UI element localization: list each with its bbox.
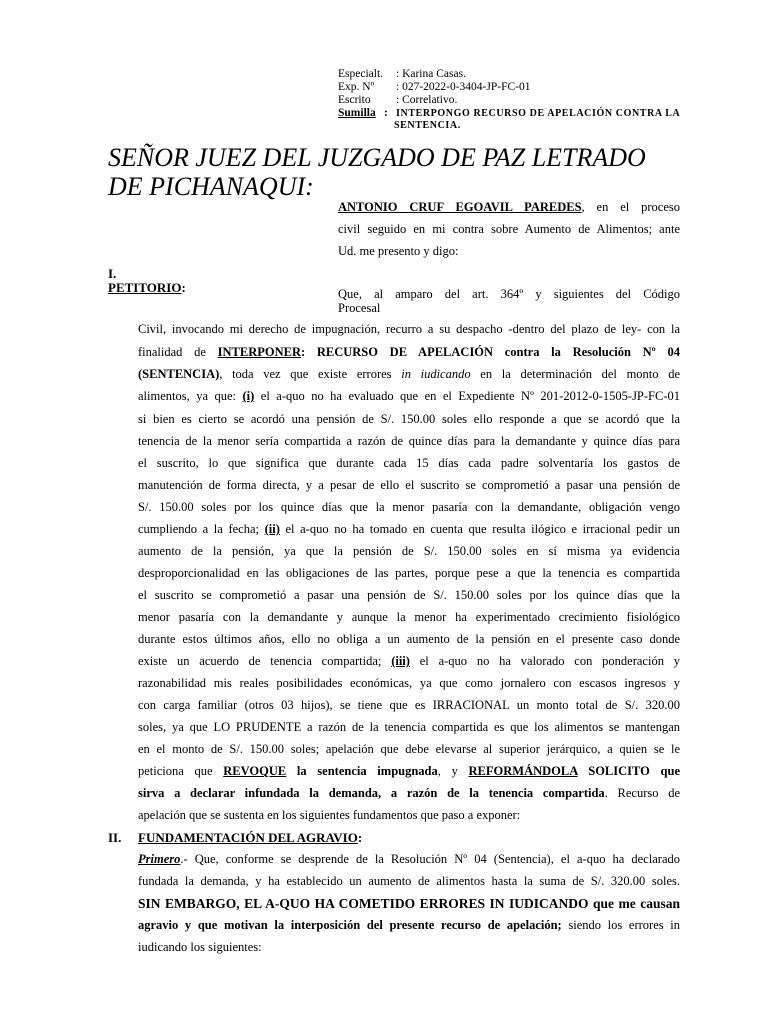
body-line-8: manutención de forma directa, y a pesar de ello el suscrito se comprometió a pasar una pensión de bbox=[138, 478, 680, 492]
escrito-label: Escrito bbox=[338, 94, 371, 106]
expediente-label: Exp. Nº bbox=[338, 81, 375, 93]
body-line-5: si bien es cierto se acordó una pensión de S/. 150.00 soles ello responde a que se acordó que la bbox=[138, 412, 680, 426]
body-text: , toda vez que existe errores bbox=[219, 367, 402, 381]
recurso-text: : RECURSO DE APELACIÓN contra la Resolución Nº 04 bbox=[300, 345, 680, 359]
item-iii-marker: (iii) bbox=[391, 654, 410, 668]
body-text: el a-quo no ha tomado en cuenta que resulta ilógico e irracional pedir un bbox=[279, 522, 680, 536]
escrito-line bbox=[338, 94, 457, 107]
expediente-value: : 027-2022-0-3404-JP-FC-01 bbox=[396, 81, 531, 93]
petitorio-right-line-2: Procesal bbox=[338, 301, 381, 315]
body-line-11: aumento de la pensión, ya que la pensión de S/. 150.00 soles en sí misma ya evidencia bbox=[138, 544, 680, 558]
body-text: alimentos, ya que: bbox=[138, 389, 243, 403]
body-text: en la determinación del monto de bbox=[470, 367, 681, 381]
item-i-marker: (i) bbox=[242, 389, 255, 403]
section-2-colon: : bbox=[357, 830, 363, 845]
body-text: el a-quo no ha evaluado que en el Expediente Nº 201-2012-0-1505-JP-FC-01 bbox=[254, 389, 681, 403]
body-line-14: menor pasaría con la demandante y aunque la menor ha experimentado crecimiento fisiológico bbox=[138, 610, 680, 624]
body-text: peticiona que bbox=[138, 764, 224, 778]
sumilla-line-2 bbox=[394, 119, 461, 132]
sumilla-text-2: SENTENCIA. bbox=[394, 120, 461, 131]
body-line-7: el suscrito, lo que significa que durante cada 15 días cada padre solventaría los gastos de bbox=[138, 456, 680, 470]
section-2-line-1 bbox=[138, 852, 680, 867]
document-title-line-1: SEÑOR JUEZ DEL JUZGADO DE PAZ LETRADO bbox=[108, 143, 646, 172]
body-text: siendo los errores in bbox=[561, 918, 680, 932]
body-line-15: durante estos últimos años, ello no obliga a un aumento de la pensión en el presente caso donde bbox=[138, 632, 680, 646]
section-1-number: I. bbox=[108, 266, 117, 281]
section-2-line-4 bbox=[138, 918, 680, 933]
agravio-text: agravio y que motivan la interposición del presente recurso de apelación; bbox=[138, 918, 562, 932]
in-iudicando-text: in iudicando bbox=[401, 367, 471, 381]
body-text: el a-quo no ha valorado con ponderación y bbox=[409, 654, 680, 668]
section-2-line-3: SIN EMBARGO, EL A-QUO HA COMETIDO ERRORES IN IUDICANDO que me causan bbox=[138, 896, 680, 911]
expediente-line bbox=[338, 81, 531, 94]
body-line-17: razonabilidad mis reales posibilidades económicas, ya que como jornalero con escasos ingresos y bbox=[138, 676, 680, 690]
body-line-22 bbox=[138, 786, 680, 801]
body-line-16 bbox=[138, 654, 680, 669]
applicant-name: ANTONIO CRUF EGOAVIL PAREDES bbox=[338, 200, 582, 214]
especialista-label: Especialt. bbox=[338, 68, 384, 80]
escrito-value: : Correlativo. bbox=[396, 94, 458, 106]
body-line-12: desproporcionalidad en las obligaciones de las partes, porque pese a que la tenencia es compartida bbox=[138, 566, 680, 580]
body-line-21 bbox=[138, 764, 680, 779]
body-line-13: el suscrito se comprometió a pasar una pensión de S/. 150.00 soles por los quince días que la bbox=[138, 588, 680, 602]
section-1-title: PETITORIO bbox=[108, 280, 182, 295]
body-line-20: en el monto de S/. 150.00 soles; apelación que debe elevarse al superior jerárquico, a quien se le bbox=[138, 742, 680, 756]
sumilla-text-1: INTERPONGO RECURSO DE APELACIÓN CONTRA LA bbox=[396, 108, 681, 119]
section-2-heading bbox=[138, 830, 362, 846]
sentencia-text: (SENTENCIA) bbox=[138, 367, 220, 381]
solicito-text: SOLICITO que bbox=[577, 764, 680, 778]
petitorio-right-line-1: Que, al amparo del art. 364º y siguientes del Código bbox=[338, 287, 680, 301]
revoque-text: REVOQUE bbox=[223, 764, 287, 778]
body-line-3 bbox=[138, 367, 680, 382]
especialista-line bbox=[338, 68, 466, 81]
sumilla-line bbox=[338, 107, 680, 120]
body-line-4 bbox=[138, 389, 680, 404]
body-line-9: S/. 150.00 soles por los quince días que la menor pasaría con la demandante, obligación vengo bbox=[138, 500, 680, 514]
body-line-2 bbox=[138, 345, 680, 360]
body-line-18: con carga familiar (otros 03 hijos), se tiene que es IRRACIONAL un monto total de S/. 320.00 bbox=[138, 698, 680, 712]
sentencia-impugnada-text: la sentencia impugnada bbox=[286, 764, 438, 778]
document-title-line-2: DE PICHANAQUI: bbox=[108, 172, 314, 201]
body-text: , y bbox=[437, 764, 469, 778]
interponer-text: INTERPONER bbox=[217, 345, 301, 359]
intro-line-1 bbox=[338, 200, 680, 215]
body-line-23: apelación que se sustenta en los siguientes fundamentos que paso a exponer: bbox=[138, 808, 521, 822]
body-text: .- Que, conforme se desprende de la Resolución Nº 04 (Sentencia), el a-quo ha declarado bbox=[180, 852, 680, 866]
section-2-line-2: fundada la demanda, y ha establecido un aumento de alimentos hasta la suma de S/. 320.00 soles. bbox=[138, 874, 680, 888]
declarar-infundada-text: sirva a declarar infundada la demanda, a razón de la tenencia compartida bbox=[138, 786, 605, 800]
reformandola-text: REFORMÁNDOLA bbox=[468, 764, 578, 778]
section-2-title: FUNDAMENTACIÓN DEL AGRAVIO bbox=[138, 830, 358, 845]
intro-line-3: Ud. me presento y digo: bbox=[338, 244, 459, 258]
body-line-1: Civil, invocando mi derecho de impugnación, recurro a su despacho -dentro del plazo de ley- con la bbox=[138, 322, 680, 336]
section-2-line-5: iudicando los siguientes: bbox=[138, 940, 262, 954]
especialista-value: : Karina Casas. bbox=[396, 68, 466, 80]
section-1-heading bbox=[108, 280, 186, 296]
section-2-number: II. bbox=[108, 830, 122, 845]
body-line-19: soles, ya que LO PRUDENTE a razón de la tenencia compartida es que los alimentos se mantengan bbox=[138, 720, 680, 734]
body-text: existe un acuerdo de tenencia compartida; bbox=[138, 654, 392, 668]
primero-label: Primero bbox=[138, 852, 181, 866]
section-1-colon: : bbox=[181, 280, 186, 295]
body-line-10 bbox=[138, 522, 680, 537]
intro-line-1-rest: , en el proceso bbox=[581, 200, 680, 214]
body-text: . Recurso de bbox=[604, 786, 680, 800]
sumilla-colon: : bbox=[384, 107, 388, 119]
body-text: cumpliendo a la fecha; bbox=[138, 522, 265, 536]
intro-line-2: civil seguido en mi contra sobre Aumento de Alimentos; ante bbox=[338, 222, 680, 236]
item-ii-marker: (ii) bbox=[264, 522, 280, 536]
body-line-6: tenencia de la menor sería compartida a razón de quince días para la demandante y quince días para bbox=[138, 434, 680, 448]
body-text: finalidad de bbox=[138, 345, 218, 359]
sumilla-label: Sumilla bbox=[338, 107, 376, 119]
